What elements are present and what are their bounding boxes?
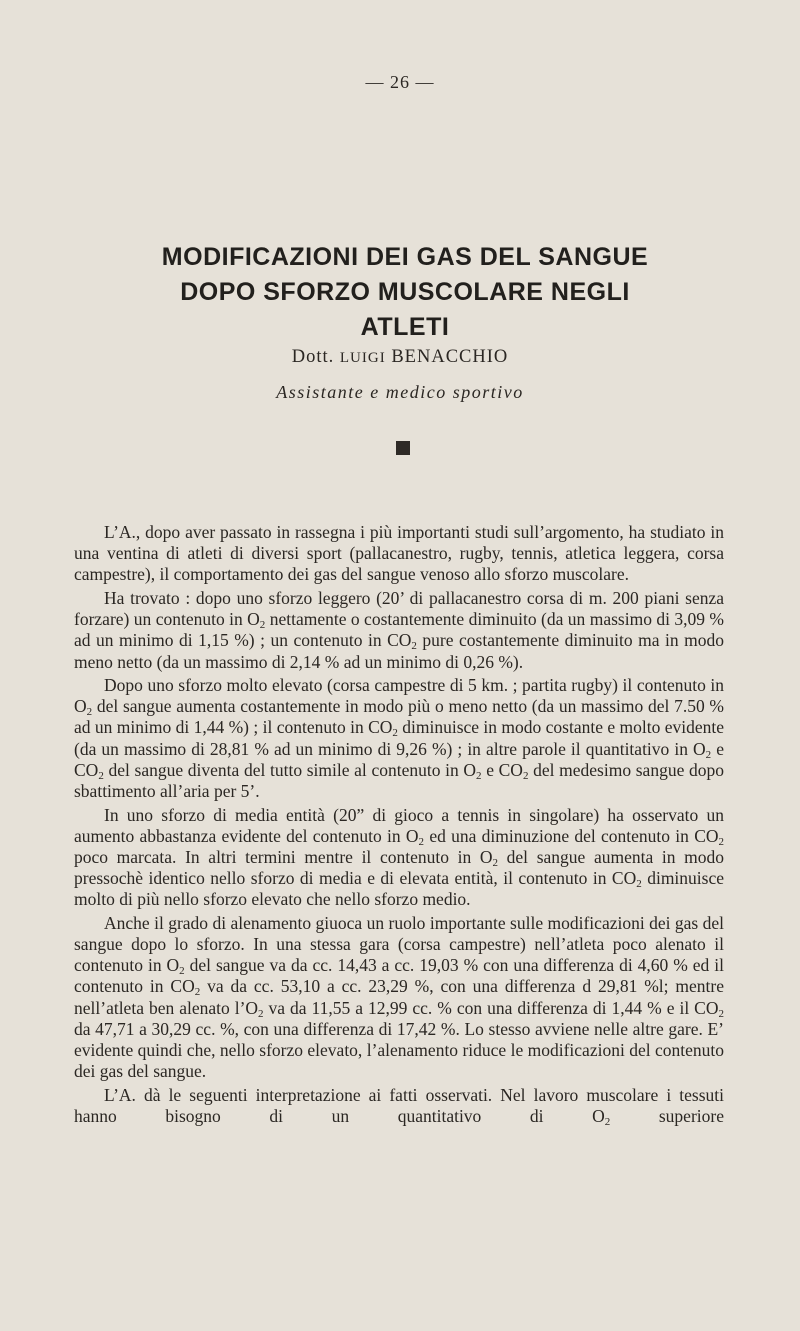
author-prefix: Dott. bbox=[291, 347, 335, 367]
paragraph: L’A., dopo aver passato in rassegna i più importanti studi sull’argomento, ha studiato in una ventina di atleti di diversi sport (pallacanestro, rugby, tennis, atletica leggera, corsa campestre), il comportamento dei gas del sangue venoso allo sforzo muscolare. bbox=[74, 522, 724, 585]
paragraph: Anche il grado di alenamento giuoca un ruolo importante sulle modificazioni dei gas del sangue dopo lo sforzo. In una stessa gara (corsa campestre) nell’atleta poco alenato il contenuto in $O_2$ del sangue va da cc. 14,43 a cc. 19,03 % con una differenza di 4,60 % ed il contenuto in $CO_2$ va da cc. 53,10 a cc. 23,29 %, con una differenza d 29,81 %l; mentre nell’atleta ben alenato $l’O_2$ va da 11,55 a 12,99 cc. % con una differenza di 1,44 % e il $CO_2$ da 47,71 a 30,29 cc. %, con una differenza di 17,42 %. Lo stesso avviene nelle altre gare. E’ evidente quindi che, nello sforzo elevato, l’alenamento riduce le modificazioni del contenuto dei gas del sangue. bbox=[74, 912, 724, 1082]
author-line bbox=[0, 347, 800, 368]
article-body bbox=[74, 522, 724, 1129]
section-separator bbox=[396, 441, 410, 455]
page-number: — 26 — bbox=[365, 72, 435, 92]
author-last-name: BENACCHIO bbox=[391, 347, 509, 367]
title-line: DOPO SFORZO MUSCOLARE NEGLI bbox=[180, 278, 630, 306]
paragraph: L’A. dà le seguenti interpretazione ai fatti osservati. Nel lavoro muscolare i tessuti hanno bisogno di un quantitativo di $O_2$ superiore bbox=[74, 1084, 724, 1128]
paragraph: Ha trovato : dopo uno sforzo leggero (20’ di pallacanestro corsa di m. 200 piani senza forzare) un contenuto in $O_2$ nettamente o costantemente diminuito (da un massimo di 3,09 % ad un minimo di 1,15 %) ; un contenuto in $CO_2$ pure costantemente diminuito ma in modo meno netto (da un massimo di 2,14 % ad un minimo di 0,26 %). bbox=[74, 587, 725, 672]
title-line: MODIFICAZIONI DEI GAS DEL SANGUE bbox=[161, 243, 649, 271]
title-line: ATLETI bbox=[360, 313, 450, 341]
article-title bbox=[90, 240, 720, 345]
paragraph: In uno sforzo di media entità (20” di gioco a tennis in singolare) ha osservato un aumento abbastanza evidente del contenuto in $O_2$ ed una diminuzione del contenuto in $CO_2$ poco marcata. In altri termini mentre il contenuto in $O_2$ del sangue aumenta in modo pressochè identico nello sforzo di media e di elevata entità, il contenuto in $CO_2$ diminuisce molto di più nello sforzo elevato che nello sforzo medio. bbox=[74, 804, 725, 910]
author-first-name: LUIGI bbox=[339, 350, 386, 366]
author-role: Assistante e medico sportivo bbox=[276, 382, 524, 402]
paragraph: Dopo uno sforzo molto elevato (corsa campestre di 5 km. ; partita rugby) il contenuto in $O_2$ del sangue aumenta costantemente in modo più o meno netto (da un massimo del 7.50 % ad un minimo di 1,44 %) ; il contenuto in $CO_2$ diminuisce in modo costante e molto evidente (da un massimo di 28,81 % ad un minimo di 9,26 %) ; in altre parole il quantitativo in $O_2$ e $CO_2$ del sangue diventa del tutto simile al contenuto in $O_2$ e $CO_2$ del medesimo sangue dopo sbattimento all’aria per 5’. bbox=[74, 675, 725, 802]
